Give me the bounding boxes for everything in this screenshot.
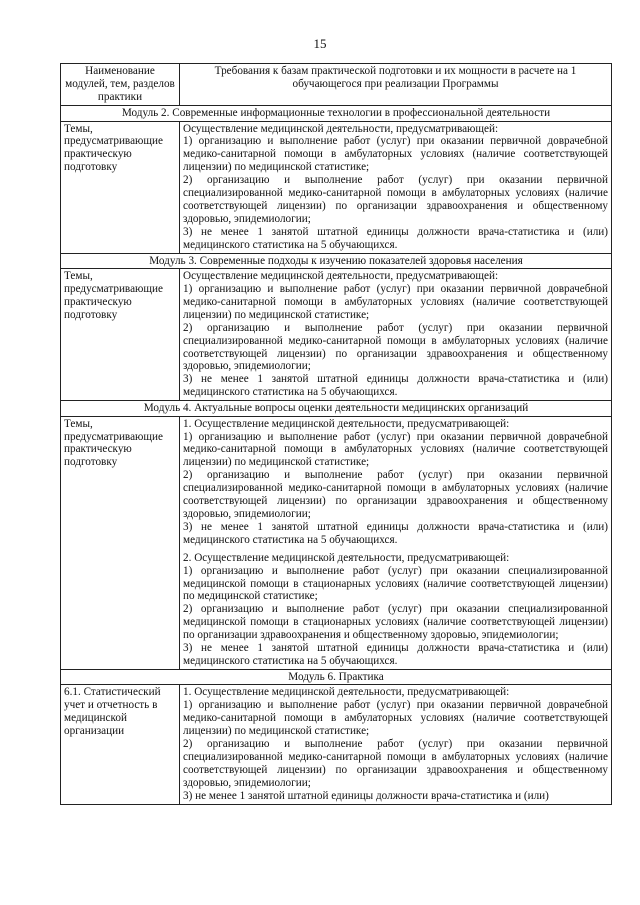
module-topic-cell: Темы, предусматривающие практическую подготовку: [61, 121, 180, 253]
requirement-item: 3) не менее 1 занятой штатной единицы должности врача-статистика и (или) медицинского статистика на 5 обучающихся.: [183, 642, 608, 667]
table-header-row: [61, 64, 612, 106]
requirement-item: 3) не менее 1 занятой штатной единицы должности врача-статистика и (или) медицинского статистика на 5 обучающихся.: [183, 373, 608, 399]
requirements-cell: [180, 416, 612, 669]
module-content-row: [61, 121, 612, 253]
requirement-item: 2) организацию и выполнение работ (услуг) при оказании первичной специализированной медико-санитарной помощи в амбулаторных условиях (наличие соответствующей лицензии) по организации здравоохранения и общественному здоровью, эпидемиологии;: [183, 321, 608, 373]
module-topic-cell: Темы, предусматривающие практическую подготовку: [61, 416, 180, 669]
module-title: Модуль 6. Практика: [61, 669, 612, 685]
module-content-row: [61, 685, 612, 804]
requirements-table: [60, 63, 612, 805]
requirement-item: 3) не менее 1 занятой штатной единицы должности врача-статистика и (или): [183, 789, 549, 802]
header-col-requirements: Требования к базам практической подготовки и их мощности в расчете на 1 обучающегося при реализации Программы: [180, 64, 612, 106]
requirement-item: 3) не менее 1 занятой штатной единицы должности врача-статистика и (или) медицинского статистика на 5 обучающихся.: [183, 520, 608, 546]
requirements-cell: [180, 685, 612, 804]
requirement-item: 1) организацию и выполнение работ (услуг) при оказании специализированной медицинской помощи в стационарных условиях (наличие соответствующей лицензии) по медицинской статистике;: [183, 564, 608, 603]
requirement-item: 2) организацию и выполнение работ (услуг) при оказании специализированной медицинской помощи в стационарных условиях (наличие соответствующей лицензии) по организации здравоохранения и общественному здоровью, эпидемиологии;: [183, 603, 608, 642]
module-title-row: [61, 106, 612, 122]
requirement-intro: 1. Осуществление медицинской деятельности, предусматривающей:: [183, 417, 510, 430]
header-col-modules: Наименование модулей, тем, разделов практики: [61, 64, 180, 106]
module-topic-cell: 6.1. Статистический учет и отчетность в медицинской организации: [61, 685, 180, 804]
requirement-item: 1) организацию и выполнение работ (услуг) при оказании первичной доврачебной медико-санитарной помощи в амбулаторных условиях (наличие соответствующей лицензии) по медицинской статистике;: [183, 135, 608, 174]
requirement-item: 2) организацию и выполнение работ (услуг) при оказании первичной специализированной медико-санитарной помощи в амбулаторных условиях (наличие соответствующей лицензии) по организации здравоохранения и общественному здоровью, эпидемиологии;: [183, 469, 608, 520]
module-title-row: [61, 401, 612, 417]
requirement-item: 1) организацию и выполнение работ (услуг) при оказании первичной доврачебной медико-санитарной помощи в амбулаторных условиях (наличие соответствующей лицензии) по медицинской статистике;: [183, 430, 608, 469]
requirements-cell: [180, 269, 612, 401]
module-content-row: [61, 269, 612, 401]
module-topic-cell: Темы, предусматривающие практическую подготовку: [61, 269, 180, 401]
requirement-item: 1) организацию и выполнение работ (услуг) при оказании первичной доврачебной медико-санитарной помощи в амбулаторных условиях (наличие соответствующей лицензии) по медицинской статистике;: [183, 282, 608, 321]
requirement-item: 2) организацию и выполнение работ (услуг) при оказании первичной специализированной медико-санитарной помощи в амбулаторных условиях (наличие соответствующей лицензии) по организации здравоохранения и общественному здоровью, эпидемиологии;: [183, 737, 608, 789]
module-title: Модуль 4. Актуальные вопросы оценки деятельности медицинских организаций: [61, 401, 612, 417]
requirement-intro: 1. Осуществление медицинской деятельности, предусматривающей:: [183, 686, 510, 699]
requirement-item: 2) организацию и выполнение работ (услуг) при оказании первичной специализированной медико-санитарной помощи в амбулаторных условиях (наличие соответствующей лицензии) по организации здравоохранения и общественному здоровью, эпидемиологии;: [183, 174, 608, 225]
page-number: 15: [313, 36, 327, 51]
requirement-item: 1) организацию и выполнение работ (услуг) при оказании первичной доврачебной медико-санитарной помощи в амбулаторных условиях (наличие соответствующей лицензии) по медицинской статистике;: [183, 699, 608, 738]
requirement-intro: Осуществление медицинской деятельности, предусматривающей:: [183, 270, 499, 283]
requirement-item: 3) не менее 1 занятой штатной единицы должности врача-статистика и (или) медицинского статистика на 5 обучающихся.: [183, 225, 608, 251]
requirements-cell: [180, 121, 612, 253]
module-content-row: [61, 416, 612, 669]
module-title: Модуль 2. Современные информационные технологии в профессиональной деятельности: [61, 106, 612, 122]
requirement-intro: Осуществление медицинской деятельности, предусматривающей:: [183, 122, 499, 135]
requirement-intro: 2. Осуществление медицинской деятельности, предусматривающей:: [183, 551, 510, 564]
module-title-row: [61, 253, 612, 269]
module-title-row: [61, 669, 612, 685]
module-title: Модуль 3. Современные подходы к изучению показателей здоровья населения: [61, 253, 612, 269]
